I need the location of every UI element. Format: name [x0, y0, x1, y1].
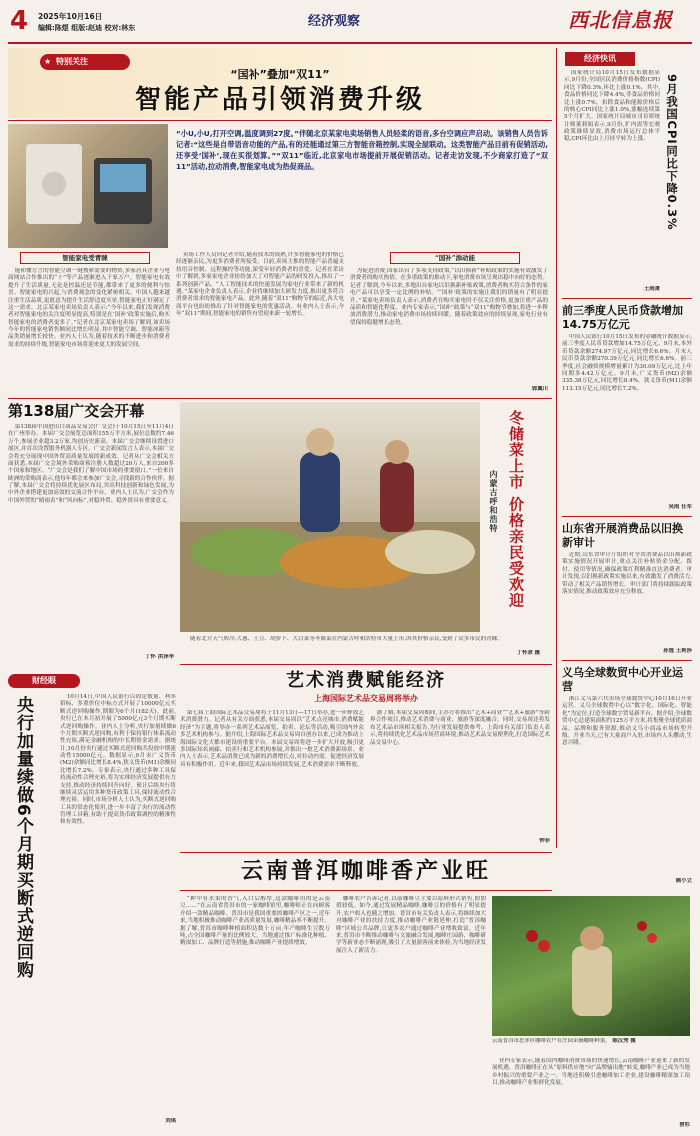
vegetable-market-photo	[180, 402, 480, 632]
sidebar-label: 经济快讯	[565, 52, 635, 66]
feature-column-2: 卖场工作人员向记者介绍,随着技术的成熟,许多智能家电的价格已经逐渐亲民,为更多消费者所接受。目前,卖场主推的智能产品普遍支持语音控制、远程操控等功能,深受年轻消费者的喜爱。记者在采访中了解到,多家家电企业纷纷加大了对智能产品的研发投入,推出了一系列创新产品。“人工智能技术的快速发展为家电行业带来了新的机遇。”某家电企业负责人表示,企业将继续加大研发力度,推出更多符合消费者需求的智能家电产品。此外,随着“双11”购物节的临近,各大电商平台也纷纷推出了针对智能家电的优惠活动。有业内人士表示,今年“双11”期间,智能家电的销售有望迎来新一轮增长。	[176, 252, 344, 317]
coffee-title-rule	[180, 890, 552, 891]
art-byline: 钟菲	[539, 838, 550, 844]
feature-kicker: ★ 特别关注	[40, 54, 130, 70]
photo-bottom-rule	[180, 664, 552, 665]
yiwu-headline: 义乌全球数贸中心开业运营	[562, 666, 683, 693]
yiwu-body: 浙江义乌第六代市场全球数贸中心10月16日开业运营。义乌全球数贸中心以“数字化、国际化、智能化”为定位,打造全球数字贸易新平台。据介绍,全球数贸中心总建筑面积约125万平方米,将集聚全球优质商品、品牌和服务资源,推动义乌小商品市场转型升级。开业当天,已有大量商户入驻,市场内人头攒动,生意兴隆。	[562, 696, 692, 747]
vegetable-vertical-title: 冬储菜上市 价格亲民受欢迎	[507, 410, 525, 609]
vegetable-photo-caption: 随着北方天气转冷,大葱、土豆、胡萝卜、大白菜等冬储菜在内蒙古呼和浩特市大量上市,因其价格亲民,受到了众多市民的青睐。	[190, 636, 503, 642]
section-title: 经济观察	[308, 14, 361, 29]
section-label-smart-appliances: 智能家电受青睐	[20, 252, 150, 264]
feature-banner	[8, 48, 552, 118]
art-body-col2: 据了解,本届交易周期间,主办方将推出“艺术+商业”“艺术+旅游”等跨界合作项目,推动艺术消费与商业、旅游等深度融合。同时,交易周还将发布艺术品市场相关报告,为行业发展提供参考。上海市有关部门负责人表示,将持续优化艺术品市场营商环境,推动艺术品交易便利化,打造国际艺术品交易中心。	[370, 710, 550, 746]
coffee-photo-graphic	[492, 896, 690, 1036]
loan-rule	[562, 516, 692, 517]
feature-photo-graphic	[8, 124, 168, 248]
coffee-byline: 曾杉	[679, 1122, 690, 1128]
coffee-headline: 云南普洱咖啡香产业旺	[240, 859, 491, 884]
fair-body: 第138届中国进出口商品交易会(广交会)于10月15日至11月4日在广州举办。本届广交会展览总面积155万平方米,展位总数约7.46万个,参展企业超3.2万家,均创历史新高。本届广交会继续设置进口展区,并首次设置服务机器人专区。广交会新闻发言人表示,本届广交会将充分展现中国外贸高质量发展的新成效。记者从广交会相关方面获悉,本届广交会境外采购商预注册人数超过20万人,来自200多个国家和地区。“广交会是我们了解中国市场的重要窗口。”一位来自欧洲的采购商表示,他每年都会来参加广交会,寻找新的合作伙伴。据了解,本届广交会将持续优化展区布局,突出科技创新和绿色发展,为中外企业搭建更加高效的交流合作平台。业内人士认为,广交会作为中国外贸的“晴雨表”和“风向标”,对稳外贸、稳外资具有重要意义。	[8, 424, 174, 504]
feature-bottom-rule	[8, 398, 552, 399]
art-headline: 艺术消费赋能经济	[286, 670, 446, 691]
cpi-body: 国家统计局10月15日发布数据显示,9月份,全国居民消费价格指数(CPI)同比下降0.3%,环比上涨0.1%。其中,食品价格同比下降4.4%,非食品价格同比上涨0.7%。扣除食品和能源价格后的核心CPI同比上涨1.0%,涨幅连续第5个月扩大。国家统计局城市司首席统计师董莉娟表示,9月份,扩内需等宏观政策继续显效,消费市场运行总体平稳,CPI环比由上月持平转为上涨。	[564, 70, 660, 143]
feature-rule	[8, 120, 552, 121]
issue-date: 2025年10月16日	[38, 12, 103, 21]
vegetable-photo-graphic	[180, 402, 480, 632]
coffee-photo-caption: 云南普洱市思茅区咖啡农户在庄园采摘咖啡鲜果。 陈汉秀 摄	[492, 1038, 636, 1044]
coffee-body-col2: 咖啡农户告诉记者,以前咖啡豆主要以原料形式销售,附加值较低。如今,通过发展精品咖啡,咖啡豆的价格有了明显提升,农户收入也随之增加。普洱市有关负责人表示,将继续加大对咖啡产业的扶持力度,推动咖啡产业链延伸,打造“普洱咖啡”区域公共品牌,让更多农户通过咖啡产业增收致富。近年来,普洱市不断推动咖啡与文旅融合发展,咖啡庄园游、咖啡研学等新业态不断涌现,吸引了大量游客前来体验,为当地经济发展注入了新活力。	[336, 896, 486, 954]
coffee-body-col3: 业内专家表示,随着国内咖啡消费市场的快速增长,云南咖啡产业迎来了新的发展机遇。普洱咖啡正在从“原料供应地”向“品牌输出地”转变,咖啡产业已成为当地乡村振兴的重要产业之一。当地还积极引进咖啡加工企业,建设咖啡精深加工项目,推动咖啡产业集群化发展。	[492, 1058, 690, 1087]
finance-headline: 央行加量续做6个月期买断式逆回购	[13, 696, 33, 979]
cpi-byline: 王雨萧	[643, 286, 660, 292]
vegetable-photo-credit: 丁怀隶 摄	[516, 650, 540, 656]
finance-body: 10月14日,中国人民银行以固定数量、利率招标、多重价位中标方式开展了10000亿元买断式逆回购操作,期限为6个月(182天)。此前,央行已在本月初开展了5000亿元3个月期买断式逆回购操作。业内人士分析,央行加量续做6个月期买断式逆回购,有利于保持银行体系流动性充裕,满足金融机构的中长期资金需求。据统计,10月份央行通过买断式逆回购共投放中期流动性15000亿元。数据显示,9月末广义货币(M2)余额同比增长8.4%,狭义货币(M1)余额同比增长7.2%。专家表示,央行通过多种工具保持流动性合理充裕,将为实体经济发展提供有力支持,推动经济持续回升向好。预计后续央行将继续灵活运用多种货币政策工具,保持流动性合理充裕。同时,市场分析人士认为,买断式逆回购工具的常态化使用,进一步丰富了央行的流动性管理工具箱,有助于提高货币政策调控的精准性和有效性。	[60, 694, 176, 826]
finance-label: 财经眼	[8, 674, 80, 688]
coffee-photo-credit: 陈汉秀 摄	[612, 1038, 636, 1044]
editors-line: 编辑:陈煜 组版:赵迪 校对:林东	[38, 24, 136, 32]
feature-column-1: 能和懂方言的智能空调一键搜索需要的物资,多家居具企业与电商网站合作推出的“十”等产品逐渐进入千家万户。智能家电有效提升了生活质量,无论是控温还是节能,都带来了更多的便利与惊喜。智能家电的兴起,与消费观念的变化紧密相关。中国人越来越注重生活品质,更愿意为提升生活舒适度买单,智能家电正好满足了这一需求。北京某家电卖场负责人表示:“今年以来,我们发现消费者对智能家电的关注度明显提高,特别是在‘国补’政策实施后,购买智能家电的消费者更多了。”记者在北京某家电卖场了解到,该卖场今年的智能家电销售额同比增长明显,其中智能空调、智能冰箱等品类销量增长较快。业内人士认为,随着技术的不断进步和消费者需求的持续升级,智能家电市场将迎来更大的发展空间。	[8, 268, 170, 348]
column-3-label: “国补”添动能	[390, 252, 520, 264]
page-header	[8, 6, 692, 40]
kicker-star-icon: ★	[44, 57, 52, 66]
loan-headline: 前三季度人民币贷款增加14.75万亿元	[562, 304, 683, 331]
header-rule	[8, 42, 692, 44]
shandong-rule	[562, 660, 692, 661]
art-bottom-rule	[180, 852, 552, 853]
shandong-body: 近期,山东省审计厅组织对全省消费品以旧换新政策实施情况开展审计,重点关注补贴资金分配、拨付、使用等情况,确保政策红利精准直达消费者。审计发现,以旧换新政策实施以来,有效激发了消费活力,带动了相关产品销售增长。审计部门将持续跟踪政策落实情况,推动政策效应充分释放。	[562, 552, 692, 595]
fair-headline: 第138届广交会开幕	[8, 402, 145, 420]
feature-column-3: 为促进消费,国家出台了多项支持政策,“以旧换新”补贴政策的实施有效激发了消费者的购买热情。在多重政策的推动下,家电消费市场呈现出稳中向好的态势。记者了解到,今年以来,多地出台家电以旧换新补贴政策,消费者购买符合条件的家电产品可以享受一定比例的补贴。“‘国补’政策的实施让我们的销量有了明显提升。”某家电卖场负责人表示,消费者在购买家电时不仅关注价格,更加注重产品的品质和智能化程度。业内专家表示,“国补”政策与“双11”购物节叠加,将进一步释放消费潜力,推动家电消费市场持续回暖。随着政策效应的持续显现,家电行业有望保持稳健增长态势。	[350, 268, 548, 326]
shandong-headline: 山东省开展消费品以旧换新审计	[562, 522, 683, 549]
coffee-body-col1: “种中有水果的香气,入口后醇厚,这款咖啡用的是云南豆……”在云南省普洱市的一家咖啡馆里,咖啡师正在向顾客介绍一款精品咖啡。普洱市是我国重要的咖啡产区之一,近年来,当地积极推动咖啡产业高质量发展,咖啡精品率不断提升。据了解,普洱市咖啡种植面积达数十万亩,年产咖啡生豆数万吨,占全国咖啡产量的比例较大。当地通过推广标准化种植、精深加工、品牌打造等措施,推动咖啡产业提质增效。	[180, 896, 330, 947]
art-subtitle: 上海国际艺术品交易周将举办	[314, 694, 418, 703]
loan-body: 中国人民银行10月15日发布的金融统计数据显示,前三季度人民币贷款增加14.75万亿元。9月末,本外币贷款余额274.97万亿元,同比增长6.6%。月末人民币贷款余额270.39万亿元,同比增长6.6%。前三季度,社会融资规模增量累计为30.09万亿元,比上年同期多4.42万亿元。9月末,广义货币(M2)余额335.38万亿元,同比增长8.4%。狭义货币(M1)余额113.15万亿元,同比增长7.2%。	[562, 334, 692, 392]
yiwu-byline: 顾小立	[675, 878, 692, 884]
newspaper-logo: 西北信息报	[568, 8, 673, 32]
fair-byline: 丁怀 洪泽华	[145, 654, 174, 660]
art-body-col1: 第七届上海国际艺术品交易周将于11月13日—17日举办,进一步释放艺术消费潜力。记者从有关方面获悉,本届交易周以“艺术点亮城市,消费赋能经济”为主题,将举办一系列艺术品展览、拍卖、论坛等活动,吸引国内外众多艺术机构参与。据介绍,上海国际艺术品交易周自创办以来,已成为推动上海国际文化大都市建设的重要平台。本届交易周将进一步扩大开放,吸引更多国际知名画廊、拍卖行和艺术机构参展,并推出一批艺术消费新场景。业内人士表示,艺术品消费已成为新的消费增长点,对拉动内需、促进经济发展具有积极作用。近年来,我国艺术品市场持续发展,艺术消费需求不断释放。	[180, 710, 364, 768]
shandong-byline: 孙逸 王莉莎	[663, 648, 692, 654]
feature-title: 智能产品引领消费升级	[134, 85, 425, 115]
vegetable-vertical-subtitle: 内蒙古呼和浩特	[489, 470, 498, 533]
feature-photo-smart-home	[8, 124, 168, 248]
finance-byline: 刘琪	[165, 1118, 176, 1124]
feature-subtitle: “国补”叠加“双11”	[230, 68, 330, 81]
page-number: 4	[10, 6, 29, 36]
feature-lead: “小U,小U,打开空调,温度调到27度。”伴随北京某家电卖场销售人员轻柔的语音,多台空调应声启动。该销售人员告诉记者:“这些是自带语音功能的产品,有的还能通过第三方智能音箱控制,实现全屋联动。这类智能产品目前有促销活动,还享受‘国补’,现在买很划算。”“双11”临近,北京家电市场提前开展促销活动。记者走访发现,不少商家打造了“双11”活动,拉动消费,智能家电成为热促商品。	[176, 129, 548, 172]
loan-byline: 吴雨 任军	[668, 504, 692, 510]
coffee-farmer-photo	[492, 896, 690, 1036]
cpi-rule	[562, 298, 692, 299]
cpi-headline: 9月我国CPI同比下降0.3%	[665, 74, 679, 231]
feature-byline: 郭翼川	[531, 386, 548, 392]
